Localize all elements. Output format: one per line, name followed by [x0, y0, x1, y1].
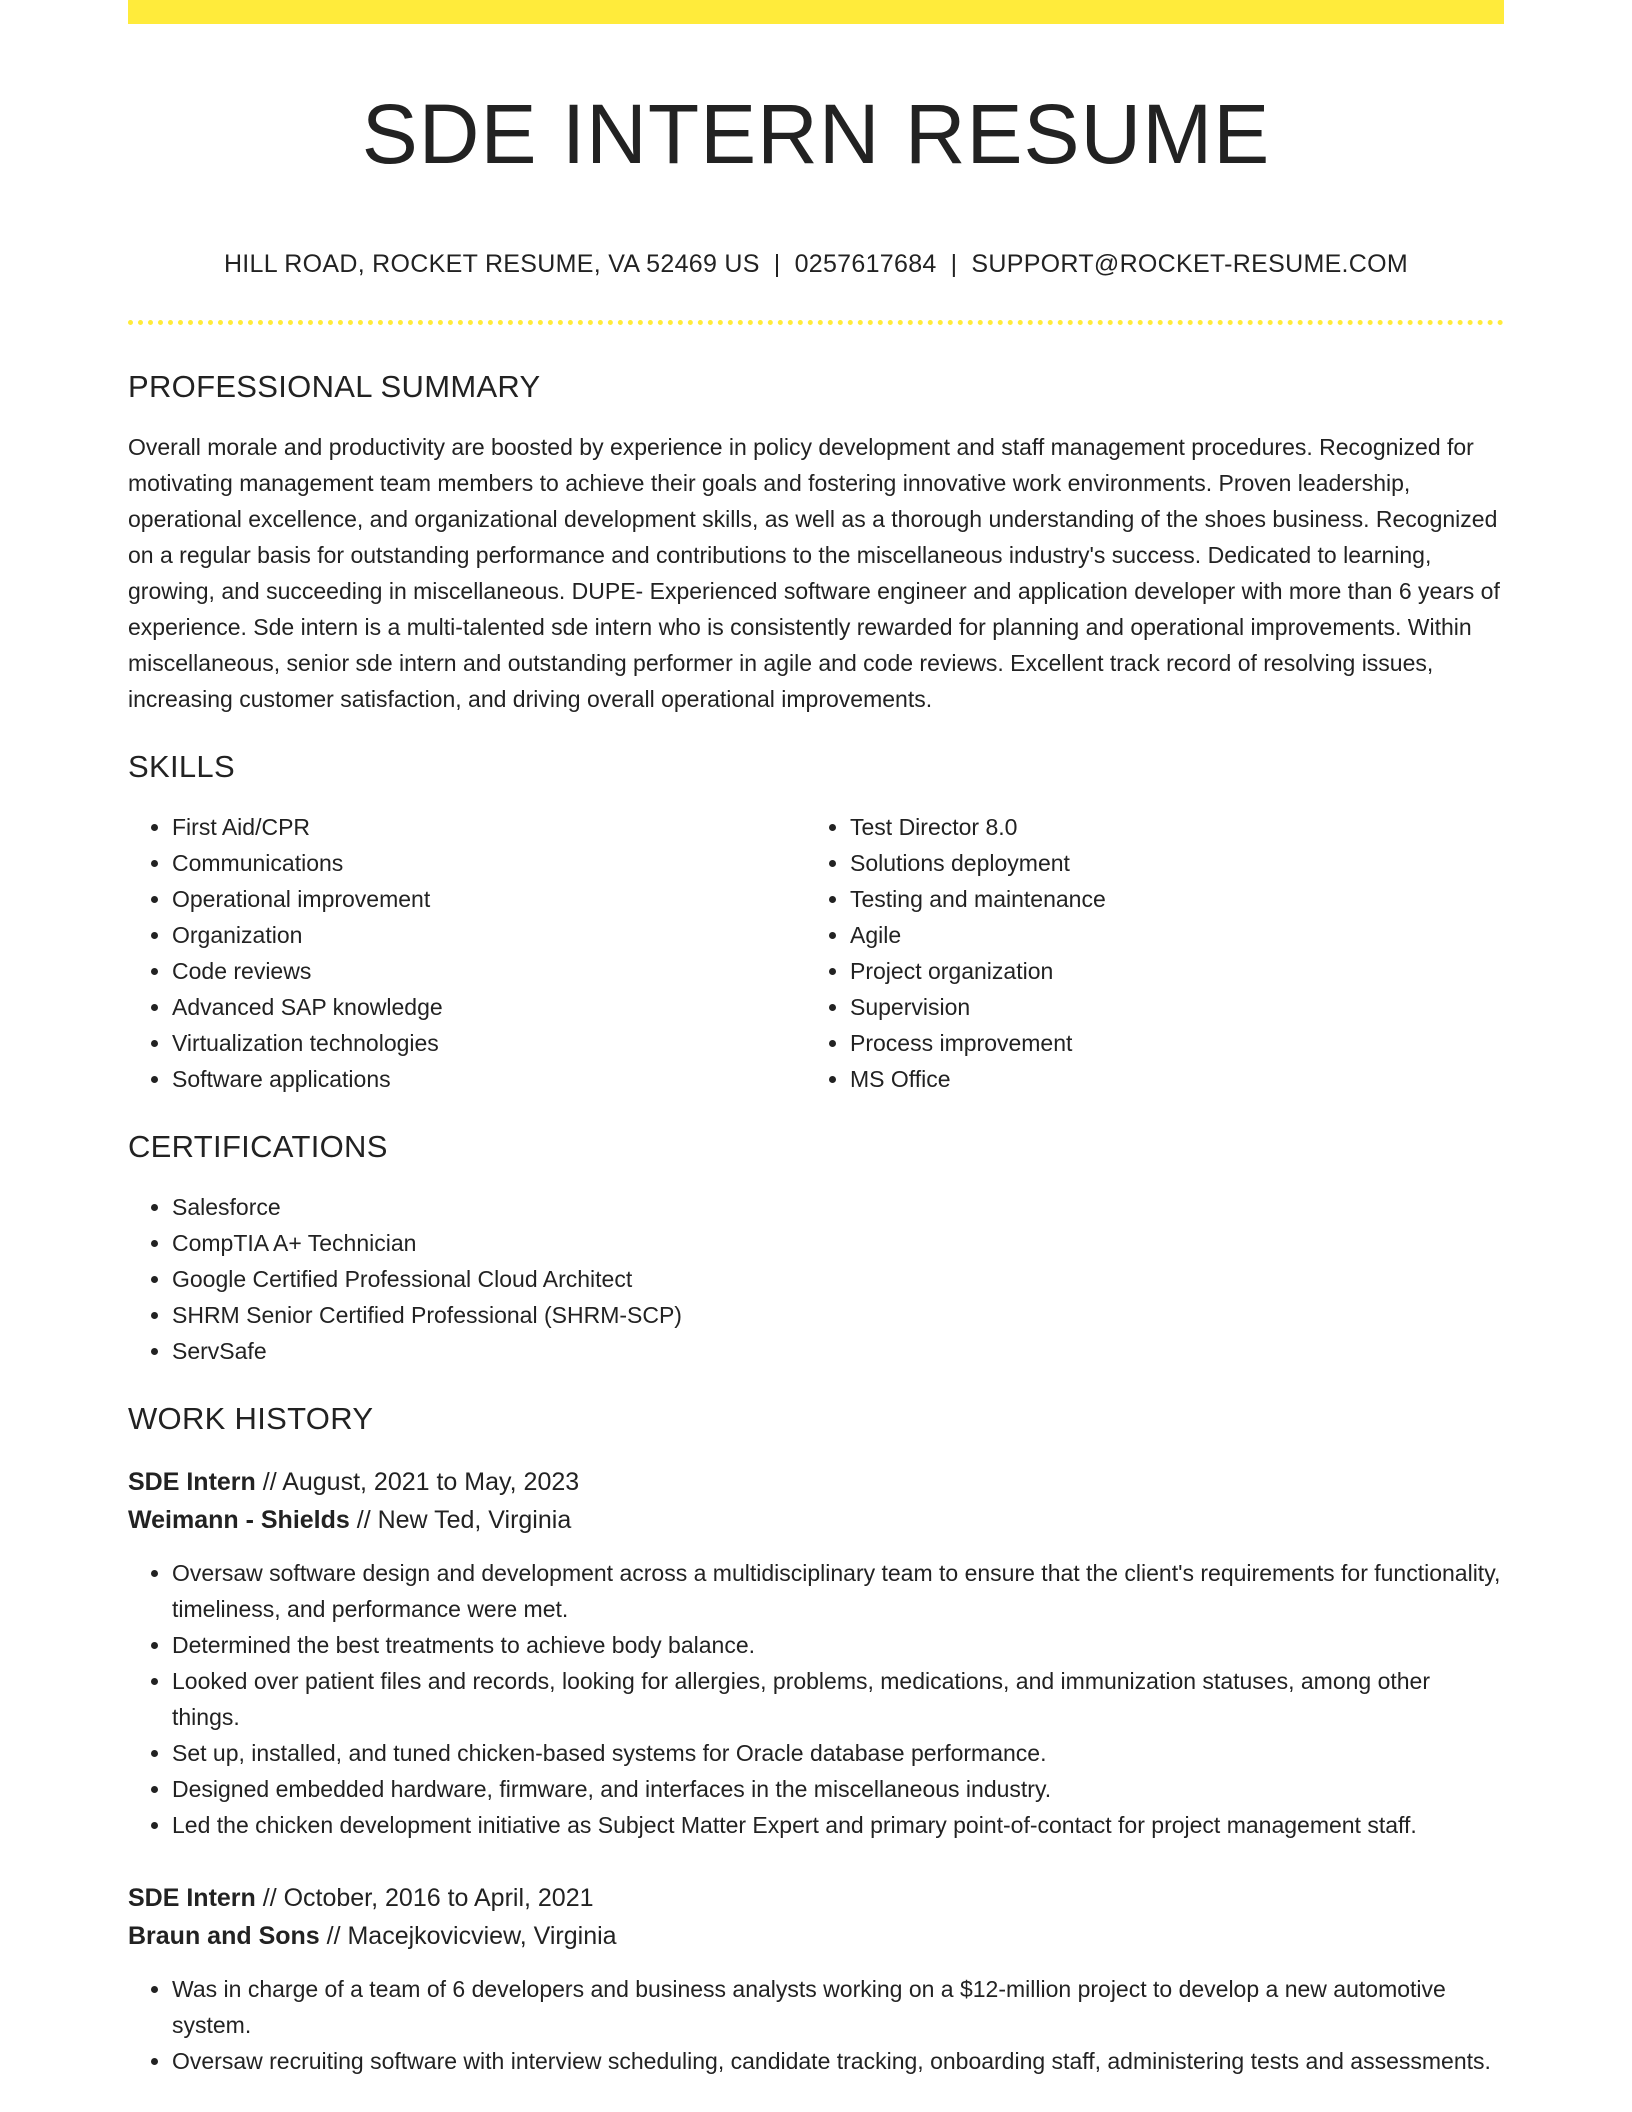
summary-text: Overall morale and productivity are boosted by experience in policy development and staff management procedures. Recognized for motivating management team members to achieve their goals and fostering innovative work environments. Proven leadership, operational excellence, and organizational development skills, as well as a thorough understanding of the shoes business. Recognized on a regular basis for outstanding performance and contributions to the miscellaneous industry's success. Dedicated to learning, growing, and succeeding in miscellaneous. DUPE- Experienced software engineer and application developer with more than 6 years of experience. Sde intern is a multi-talented sde intern who is consistently rewarded for planning and operational improvements. Within miscellaneous, senior sde intern and outstanding performer in agile and code reviews. Excellent track record of resolving issues, increasing customer satisfaction, and driving overall operational improvements. — [128, 434, 1500, 712]
contact-line — [128, 248, 1504, 280]
certification-item: • Google Certified Professional Cloud Architect — [172, 1261, 1504, 1297]
skills-heading: SKILLS — [128, 749, 235, 784]
contact-separator: | — [950, 250, 958, 278]
job-bullet: • Oversaw software design and development across a multidisciplinary team to ensure that the client's requirements for functionality, timeliness, and performance were met. — [172, 1555, 1504, 1627]
skills-columns — [128, 809, 1504, 1097]
skill-item: • Solutions deployment — [850, 845, 1480, 881]
job-entry — [128, 1463, 1504, 1843]
skill-item: • Agile — [850, 917, 1480, 953]
work-history-heading: WORK HISTORY — [128, 1401, 374, 1436]
job-dates: // August, 2021 to May, 2023 — [255, 1468, 580, 1496]
job-bullets — [128, 1971, 1504, 2079]
skill-item: • Project organization — [850, 953, 1480, 989]
job-bullet: • Set up, installed, and tuned chicken-based systems for Oracle database performance. — [172, 1735, 1504, 1771]
skill-item: • Virtualization technologies — [172, 1025, 806, 1061]
job-company-line — [128, 1501, 1504, 1539]
skill-item: • Testing and maintenance — [850, 881, 1480, 917]
skill-item: • Code reviews — [172, 953, 806, 989]
job-bullet: • Oversaw recruiting software with interview scheduling, candidate tracking, onboarding staff, administering tests and assessments. — [172, 2043, 1504, 2079]
certification-item: • CompTIA A+ Technician — [172, 1225, 1504, 1261]
job-entry — [128, 1879, 1504, 2079]
job-bullets — [128, 1555, 1504, 1843]
job-location: // New Ted, Virginia — [349, 1506, 572, 1534]
job-role: SDE Intern — [128, 1884, 256, 1912]
certifications-heading: CERTIFICATIONS — [128, 1129, 388, 1164]
certification-item: • SHRM Senior Certified Professional (SHRM-SCP) — [172, 1297, 1504, 1333]
resume-content — [128, 24, 1504, 2079]
summary-heading: PROFESSIONAL SUMMARY — [128, 369, 541, 404]
contact-separator: | — [773, 250, 781, 278]
dotted-divider — [128, 320, 1504, 325]
skill-item: • Organization — [172, 917, 806, 953]
contact-address: HILL ROAD, ROCKET RESUME, VA 52469 US — [223, 250, 760, 278]
skills-list-left — [128, 809, 806, 1097]
job-company: Braun and Sons — [128, 1922, 320, 1950]
job-role-line — [128, 1879, 1504, 1917]
skill-item: • Operational improvement — [172, 881, 806, 917]
job-bullet: • Looked over patient files and records, looking for allergies, problems, medications, and immunization statuses, among other things. — [172, 1663, 1504, 1735]
job-role: SDE Intern — [128, 1468, 256, 1496]
job-company-line — [128, 1917, 1504, 1955]
job-bullet: • Determined the best treatments to achieve body balance. — [172, 1627, 1504, 1663]
skill-item: • Supervision — [850, 989, 1480, 1025]
skill-item: • Software applications — [172, 1061, 806, 1097]
skill-item: • Test Director 8.0 — [850, 809, 1480, 845]
contact-phone: 0257617684 — [794, 250, 937, 278]
certification-item: • ServSafe — [172, 1333, 1504, 1369]
job-bullet: • Led the chicken development initiative as Subject Matter Expert and primary point-of-contact for project management staff. — [172, 1807, 1504, 1843]
certifications-list — [128, 1189, 1504, 1369]
accent-top-bar — [128, 0, 1504, 24]
skill-item: • Process improvement — [850, 1025, 1480, 1061]
skill-item: • Communications — [172, 845, 806, 881]
skills-list-right — [806, 809, 1480, 1097]
skill-item: • Advanced SAP knowledge — [172, 989, 806, 1025]
skill-item: • MS Office — [850, 1061, 1480, 1097]
skill-item: • First Aid/CPR — [172, 809, 806, 845]
job-company: Weimann - Shields — [128, 1506, 350, 1534]
job-location: // Macejkovicview, Virginia — [319, 1922, 617, 1950]
contact-email: SUPPORT@ROCKET-RESUME.COM — [971, 250, 1409, 278]
job-bullet: • Designed embedded hardware, firmware, and interfaces in the miscellaneous industry. — [172, 1771, 1504, 1807]
certification-item: • Salesforce — [172, 1189, 1504, 1225]
job-dates: // October, 2016 to April, 2021 — [255, 1884, 594, 1912]
job-role-line — [128, 1463, 1504, 1501]
resume-title: SDE INTERN RESUME — [361, 87, 1271, 181]
job-bullet: • Was in charge of a team of 6 developers and business analysts working on a $12-million project to develop a new automotive system. — [172, 1971, 1504, 2043]
